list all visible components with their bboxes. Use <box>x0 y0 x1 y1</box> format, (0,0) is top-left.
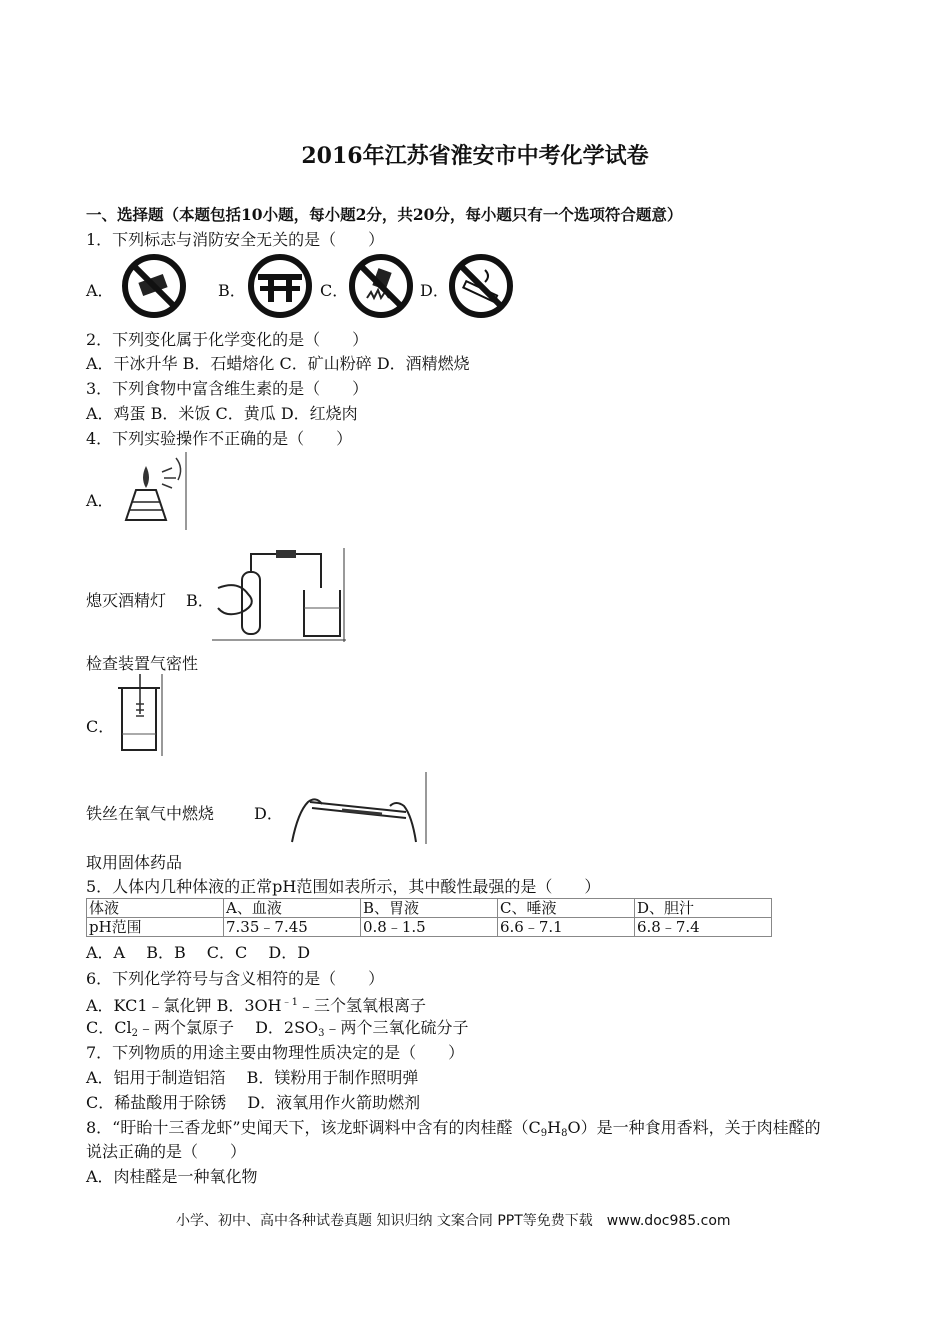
q6-line2 <box>86 1017 469 1045</box>
q6-d-subscript: 3 <box>318 1028 325 1039</box>
table-cell: A、血液 <box>224 899 361 918</box>
q6-c-text: C．Cl <box>86 1018 132 1037</box>
q8-formula-h: H <box>547 1118 562 1137</box>
q5-options: A．A B．B C．C D．D <box>86 943 311 962</box>
table-cell: pH范围 <box>87 918 224 937</box>
q8-subscript-c: 9 <box>540 1128 548 1139</box>
q5-stem: 5．人体内几种体液的正常pH范围如表所示，其中酸性最强的是（ ） <box>86 877 601 896</box>
q3-stem: 3．下列食物中富含维生素的是（ ） <box>86 379 369 398</box>
q3-options: A．鸡蛋 B．米饭 C．黄瓜 D．红烧肉 <box>86 404 358 423</box>
q1-option-d: D． <box>420 281 449 300</box>
q4-stem: 4．下列实验操作不正确的是（ ） <box>86 429 353 448</box>
q4-option-b: B． <box>186 591 214 610</box>
q6-stem: 6．下列化学符号与含义相符的是（ ） <box>86 969 385 988</box>
section-heading: 一、选择题（本题包括10小题，每小题2分，共20分，每小题只有一个选项符合题意） <box>86 205 683 224</box>
q6-a-text-end: ﹣三个氢氧根离子 <box>297 996 426 1015</box>
ph-range-table <box>86 898 772 937</box>
q1-option-a: A． <box>86 281 114 300</box>
q8-subscript-h: 8 <box>561 1128 568 1139</box>
table-cell: 7.35﹣7.45 <box>224 918 361 937</box>
q7-stem: 7．下列物质的用途主要由物理性质决定的是（ ） <box>86 1043 465 1062</box>
q2-options: A．干冰升华 B．石蜡熔化 C．矿山粉碎 D．酒精燃烧 <box>86 354 470 373</box>
q6-c-text-mid: ﹣两个氯原子 D．2SO <box>137 1018 319 1037</box>
table-cell: D、胆汁 <box>635 899 772 918</box>
airtightness-check-image <box>212 548 346 642</box>
q4-c-caption: 铁丝在氧气中燃烧 <box>86 804 215 823</box>
iron-wire-combustion-image <box>116 674 164 756</box>
no-fireworks-sign-icon <box>120 252 188 320</box>
q4-d-caption: 取用固体药品 <box>86 853 183 872</box>
q7-line2: C．稀盐酸用于除锈 D．液氧用作火箭助燃剂 <box>86 1093 421 1112</box>
q6-c-subscript: 2 <box>131 1028 138 1039</box>
table-cell: 6.8﹣7.4 <box>635 918 772 937</box>
q4-a-caption: 熄灭酒精灯 <box>86 591 167 610</box>
q4-b-caption: 检查装置气密性 <box>86 654 199 673</box>
no-flammable-sign-icon <box>347 252 415 320</box>
recycling-sign-icon <box>246 252 314 320</box>
q8-stem-line2: 说法正确的是（ ） <box>86 1142 247 1161</box>
q6-d-text-end: ﹣两个三氧化硫分子 <box>324 1018 469 1037</box>
q8-stem-text: 8．“盱眙十三香龙虾”史闻天下，该龙虾调料中含有的肉桂醛（C <box>86 1118 541 1137</box>
q4-option-c: C． <box>86 717 115 736</box>
q6-a-superscript: ﹣1 <box>281 997 298 1008</box>
table-cell: 0.8﹣1.5 <box>361 918 498 937</box>
page-title: 2016年江苏省淮安市中考化学试卷 <box>301 143 649 169</box>
table-cell: 体液 <box>87 899 224 918</box>
table-cell: C、唾液 <box>498 899 635 918</box>
table-cell: B、胃液 <box>361 899 498 918</box>
table-cell: 6.6﹣7.1 <box>498 918 635 937</box>
q8-option-a: A．肉桂醛是一种氧化物 <box>86 1167 258 1186</box>
q4-option-d: D． <box>254 804 283 823</box>
no-smoking-sign-icon <box>447 252 515 320</box>
q7-line1: A．铝用于制造铝箔 B．镁粉用于制作照明弹 <box>86 1068 419 1087</box>
solid-reagent-handling-image <box>282 772 428 844</box>
q8-stem-text-end: O）是一种食用香料，关于肉桂醛的 <box>567 1118 821 1137</box>
q2-stem: 2．下列变化属于化学变化的是（ ） <box>86 330 369 349</box>
q6-line1 <box>86 992 426 1017</box>
q6-a-text: A．KC1﹣氯化钾 B．3OH <box>86 996 282 1015</box>
q1-option-c: C． <box>320 281 349 300</box>
table-header-row <box>87 899 772 918</box>
table-row <box>87 918 772 937</box>
q4-option-a: A． <box>86 491 114 510</box>
alcohol-lamp-blow-out-image <box>118 452 188 530</box>
q1-option-b: B． <box>218 281 246 300</box>
footer-text: 小学、初中、高中各种试卷真题 知识归纳 文案合同 PPT等免费下载 www.doc985.com <box>176 1213 731 1229</box>
q1-stem: 1．下列标志与消防安全无关的是（ ） <box>86 230 385 249</box>
